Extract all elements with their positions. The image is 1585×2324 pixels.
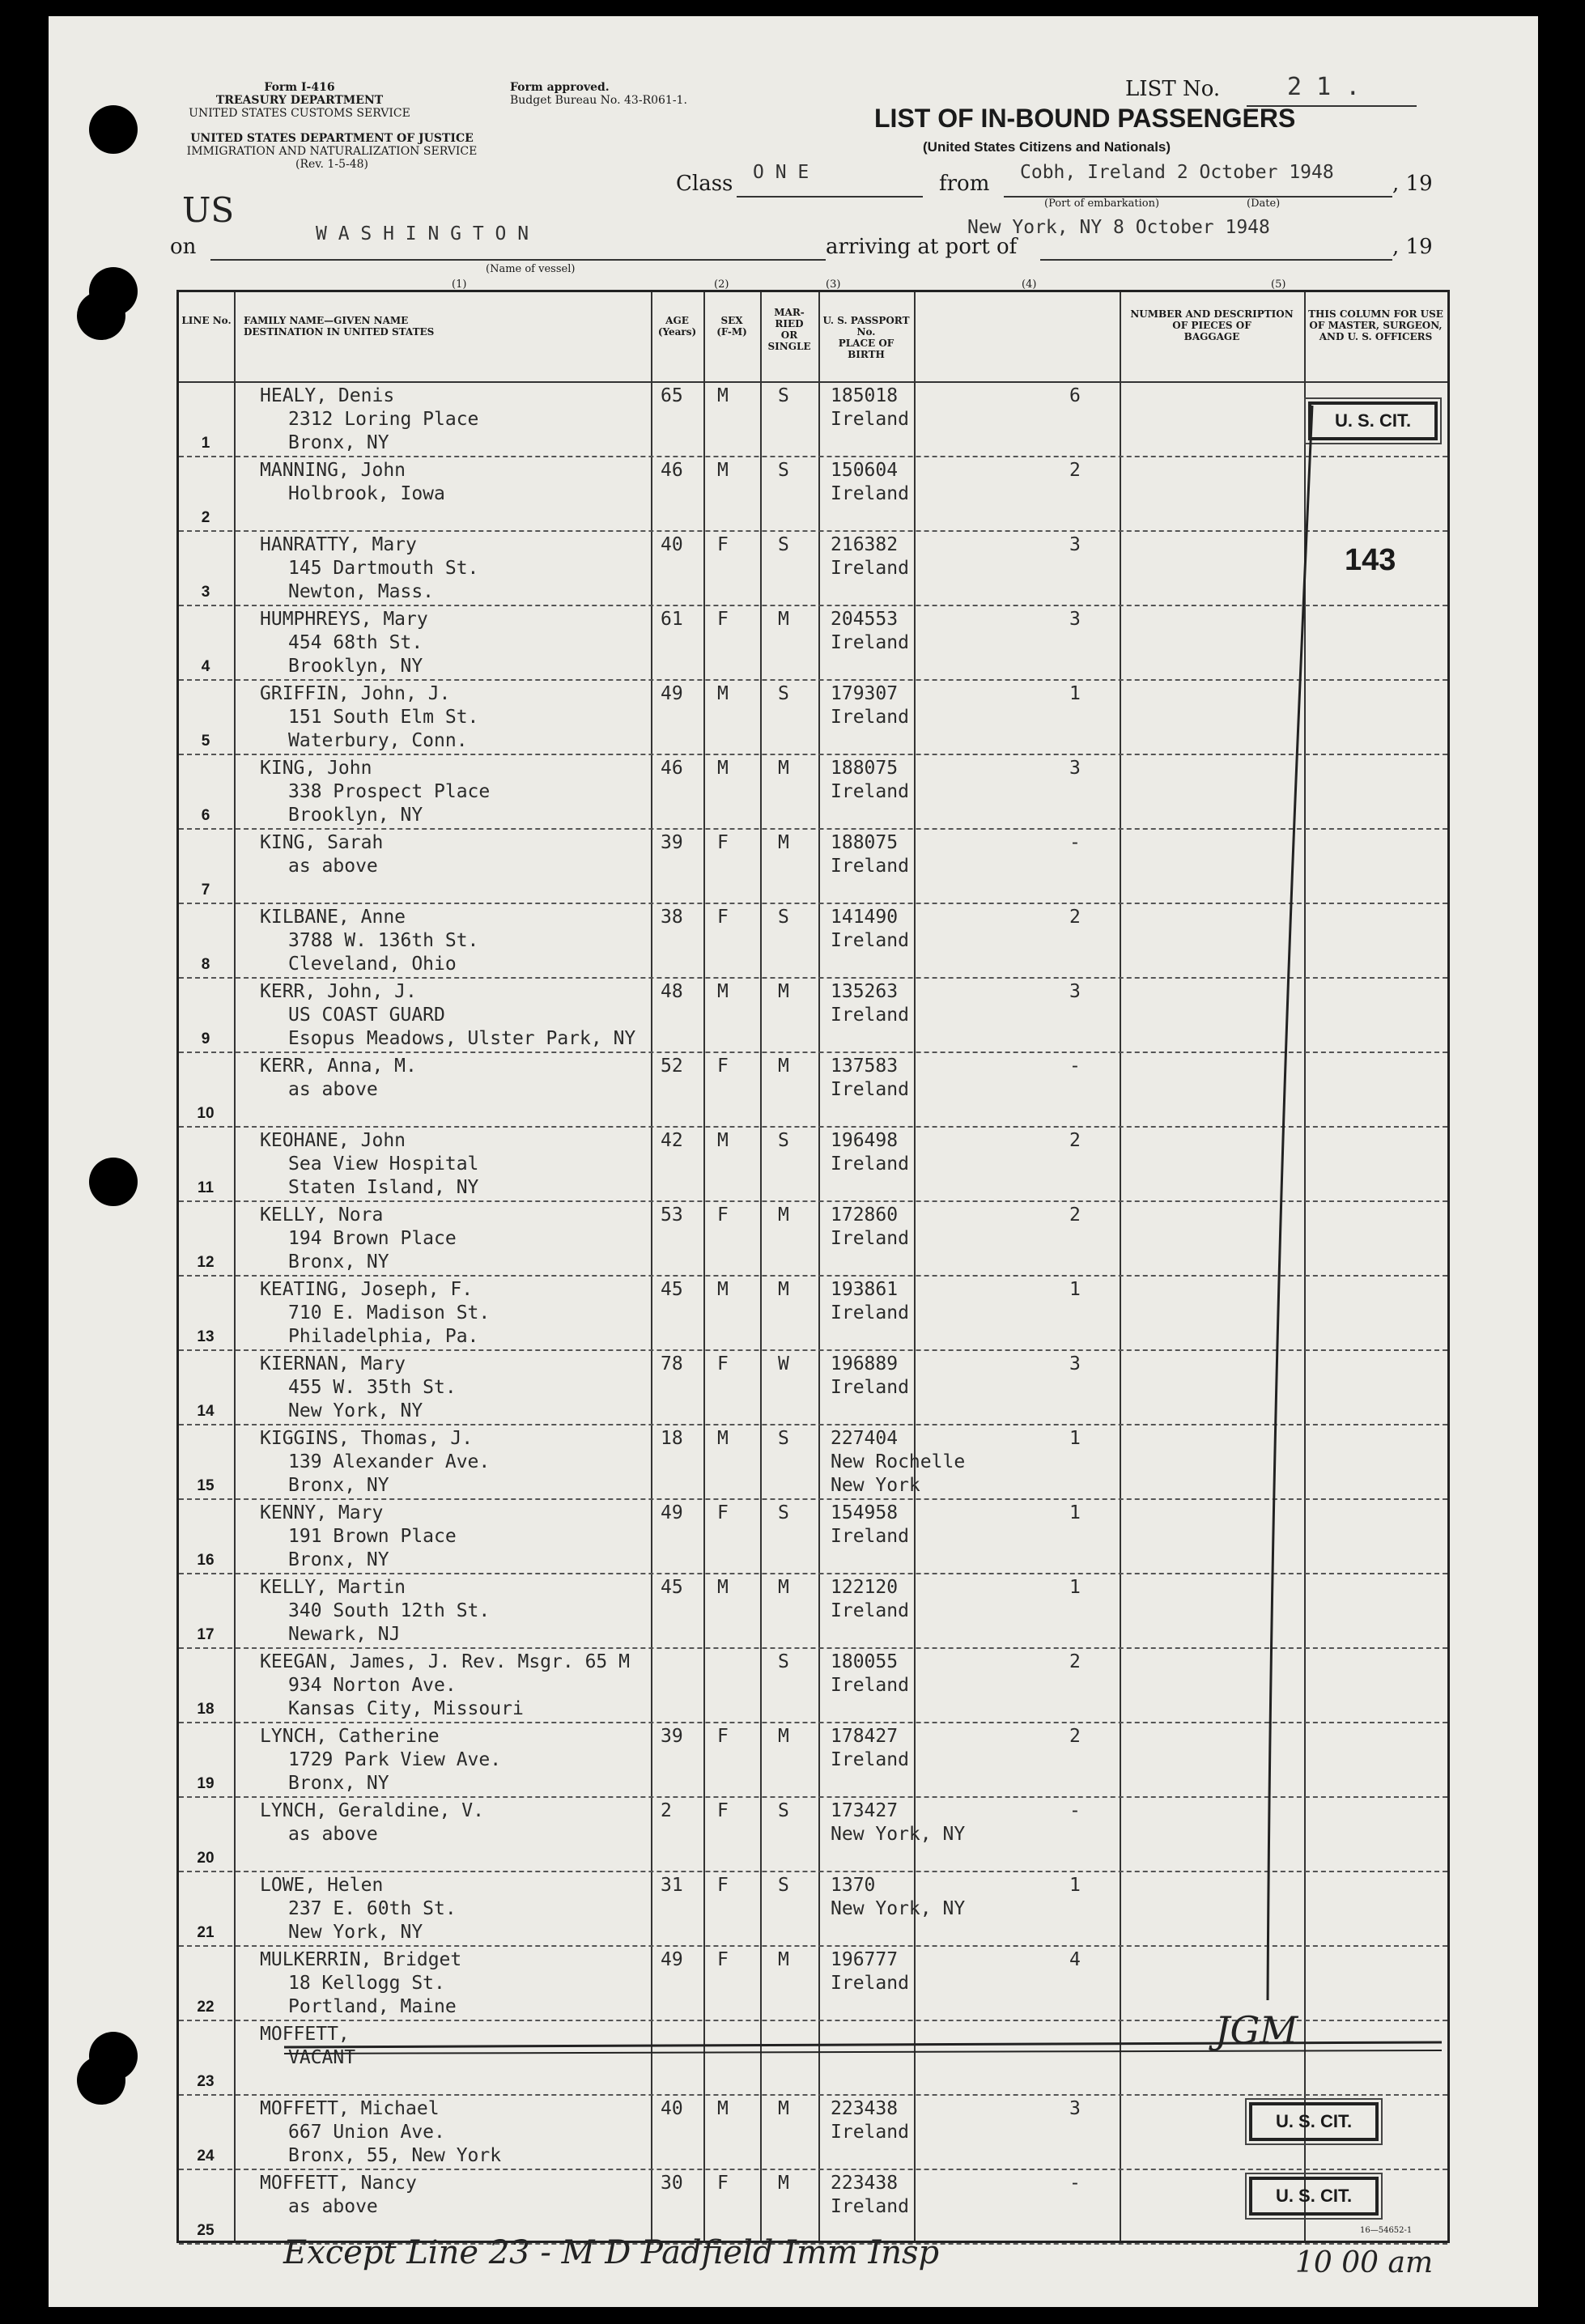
destination-line-1: as above xyxy=(288,1824,378,1845)
passport-number: 193861 xyxy=(831,1279,899,1300)
line-number: 17 xyxy=(197,1626,215,1643)
place-of-birth: Ireland xyxy=(831,1228,909,1249)
destination-line-1: as above xyxy=(288,856,378,877)
marital-status: S xyxy=(778,1875,789,1896)
sex: F xyxy=(717,609,729,630)
baggage-count: 1 xyxy=(1069,683,1081,704)
baggage-count: 3 xyxy=(1069,1353,1081,1374)
passenger-name: KERR, Anna, M. xyxy=(260,1056,417,1077)
destination-line-2: New York, NY xyxy=(288,1922,423,1943)
marital-status: M xyxy=(778,1577,789,1598)
passport-number: 223438 xyxy=(831,2098,899,2119)
passport-number: 196498 xyxy=(831,1130,899,1151)
destination-line-1: as above xyxy=(288,1079,378,1100)
place-of-birth: Ireland xyxy=(831,2122,909,2143)
place-of-birth: New York, NY xyxy=(831,1824,966,1845)
year-suffix-1: , 19 xyxy=(1392,172,1433,196)
age: 45 xyxy=(661,1279,683,1300)
age: 39 xyxy=(661,832,683,853)
colnum-5: (5) xyxy=(1271,278,1286,291)
class-value: O N E xyxy=(753,162,809,183)
line-number: 11 xyxy=(197,1179,215,1196)
passport-number: 185018 xyxy=(831,385,899,406)
from-value: Cobh, Ireland 2 October 1948 xyxy=(1020,162,1334,183)
sex: F xyxy=(717,1875,729,1896)
line-number: 3 xyxy=(201,584,210,601)
passenger-name: KEEGAN, James, J. Rev. Msgr. 65 M xyxy=(260,1651,630,1672)
line-number: 1 xyxy=(201,435,210,452)
passenger-name: GRIFFIN, John, J. xyxy=(260,683,451,704)
baggage-count: 3 xyxy=(1069,534,1081,555)
destination-line-1: 667 Union Ave. xyxy=(288,2122,445,2143)
on-label: on xyxy=(170,235,197,259)
sex: F xyxy=(717,907,729,928)
col-baggage: NUMBER AND DESCRIPTION OF PIECES OF BAGGAGE xyxy=(1130,308,1294,342)
marital-status: W xyxy=(778,1353,789,1374)
destination-line-1: US COAST GUARD xyxy=(288,1005,445,1026)
marital-status: S xyxy=(778,683,789,704)
sex: M xyxy=(717,385,729,406)
place-of-birth: Ireland xyxy=(831,483,909,504)
place-of-birth: Ireland xyxy=(831,1079,909,1100)
us-cit-stamp: U. S. CIT. xyxy=(1308,401,1438,440)
passenger-name: MOFFETT, Nancy xyxy=(260,2173,417,2194)
col-married: MAR- RIED OR SINGLE xyxy=(767,307,811,352)
marital-status: M xyxy=(778,1056,789,1077)
line-number: 16 xyxy=(197,1552,215,1569)
sex: F xyxy=(717,1204,729,1226)
binder-hole xyxy=(89,1158,138,1206)
arrival-value: New York, NY 8 October 1948 xyxy=(967,217,1270,238)
line-number: 15 xyxy=(197,1477,215,1494)
customs-service: UNITED STATES CUSTOMS SERVICE xyxy=(189,107,410,120)
destination-line-2: Staten Island, NY xyxy=(288,1177,479,1198)
sex: F xyxy=(717,1949,729,1970)
destination-line-1: as above xyxy=(288,2196,378,2217)
destination-line-1: 454 68th St. xyxy=(288,632,423,653)
line-number: 8 xyxy=(201,956,210,973)
passenger-name: HANRATTY, Mary xyxy=(260,534,417,555)
line-number: 13 xyxy=(197,1328,215,1345)
list-no-value: 2 1 . xyxy=(1287,73,1361,101)
ins-service: IMMIGRATION AND NATURALIZATION SERVICE xyxy=(186,145,478,158)
passport-number: 150604 xyxy=(831,460,899,481)
inspector-note: Except Line 23 - M D Padfield Imm Insp xyxy=(283,2234,940,2271)
colnum-1: (1) xyxy=(452,278,467,291)
binder-hole xyxy=(77,291,125,340)
justice-dept: UNITED STATES DEPARTMENT OF JUSTICE xyxy=(190,132,474,145)
baggage-count: - xyxy=(1069,1056,1081,1077)
document-title: LIST OF IN-BOUND PASSENGERS xyxy=(874,104,1296,133)
sex: M xyxy=(717,1577,729,1598)
place-of-birth: Ireland xyxy=(831,1675,909,1696)
line-number: 12 xyxy=(197,1254,215,1271)
handwritten-us: US xyxy=(182,190,235,230)
baggage-count: 4 xyxy=(1069,1949,1081,1970)
baggage-count: 2 xyxy=(1069,1204,1081,1226)
passport-number: 216382 xyxy=(831,534,899,555)
line-number: 4 xyxy=(201,658,210,675)
destination-line-1: 139 Alexander Ave. xyxy=(288,1451,491,1472)
destination-line-1: VACANT xyxy=(288,2047,356,2068)
destination-line-1: 934 Norton Ave. xyxy=(288,1675,457,1696)
place-of-birth: Ireland xyxy=(831,1005,909,1026)
passenger-name: HUMPHREYS, Mary xyxy=(260,609,428,630)
marital-status: M xyxy=(778,981,789,1002)
place-of-birth: New York, NY xyxy=(831,1898,966,1919)
document-subtitle: (United States Citizens and Nationals) xyxy=(923,139,1171,155)
destination-line-2: Brooklyn, NY xyxy=(288,656,423,677)
baggage-count: 2 xyxy=(1069,907,1081,928)
destination-line-2: Brooklyn, NY xyxy=(288,805,423,826)
place-of-birth: Ireland xyxy=(831,1749,909,1770)
vessel-name: W A S H I N G T O N xyxy=(316,223,529,244)
marital-status: M xyxy=(778,1726,789,1747)
baggage-count: 3 xyxy=(1069,2098,1081,2119)
line-number: 5 xyxy=(201,733,210,750)
line-number: 14 xyxy=(197,1403,215,1420)
arriving-label: arriving at port of xyxy=(826,235,1018,259)
passport-number: 178427 xyxy=(831,1726,899,1747)
baggage-count: - xyxy=(1069,2173,1081,2194)
marital-status: M xyxy=(778,1949,789,1970)
place-of-birth: Ireland xyxy=(831,558,909,579)
passport-number: 122120 xyxy=(831,1577,899,1598)
destination-line-2: Cleveland, Ohio xyxy=(288,954,457,975)
col-officers: THIS COLUMN FOR USE OF MASTER, SURGEON, AND U. S. OFFICERS xyxy=(1308,308,1443,342)
age: 39 xyxy=(661,1726,683,1747)
age: 49 xyxy=(661,1949,683,1970)
sex: M xyxy=(717,981,729,1002)
baggage-count: 2 xyxy=(1069,460,1081,481)
destination-line-1: 151 South Elm St. xyxy=(288,707,479,728)
destination-line-2: Newark, NJ xyxy=(288,1624,401,1645)
age: 31 xyxy=(661,1875,683,1896)
destination-line-1: Holbrook, Iowa xyxy=(288,483,445,504)
sex: M xyxy=(717,2098,729,2119)
destination-line-1: 18 Kellogg St. xyxy=(288,1973,445,1994)
destination-line-2: Newton, Mass. xyxy=(288,581,435,602)
destination-line-2: Bronx, NY xyxy=(288,1251,389,1272)
destination-line-1: 194 Brown Place xyxy=(288,1228,457,1249)
passenger-name: KELLY, Nora xyxy=(260,1204,384,1226)
passport-number: 179307 xyxy=(831,683,899,704)
age: 46 xyxy=(661,758,683,779)
baggage-count: 3 xyxy=(1069,609,1081,630)
line-number: 24 xyxy=(197,2148,215,2165)
place-of-birth: Ireland xyxy=(831,1973,909,1994)
binder-hole xyxy=(89,105,138,154)
marital-status: S xyxy=(778,1800,789,1821)
form-approved: Form approved. xyxy=(510,81,610,94)
pen-marks xyxy=(179,292,1447,2241)
passenger-name: KIGGINS, Thomas, J. xyxy=(260,1428,474,1449)
baggage-count: 1 xyxy=(1069,1502,1081,1523)
place-of-birth-2: New York xyxy=(831,1475,920,1496)
destination-line-2: New York, NY xyxy=(288,1400,423,1421)
destination-line-1: 338 Prospect Place xyxy=(288,781,491,802)
place-of-birth: Ireland xyxy=(831,930,909,951)
form-agency-block xyxy=(162,81,437,120)
place-of-birth: Ireland xyxy=(831,781,909,802)
sex: F xyxy=(717,832,729,853)
destination-line-1: 2312 Loring Place xyxy=(288,409,479,430)
destination-line-1: 191 Brown Place xyxy=(288,1526,457,1547)
marital-status: M xyxy=(778,758,789,779)
age: 2 xyxy=(661,1800,672,1821)
baggage-count: 2 xyxy=(1069,1130,1081,1151)
age: 65 xyxy=(661,385,683,406)
baggage-count: 1 xyxy=(1069,1875,1081,1896)
passport-number: 141490 xyxy=(831,907,899,928)
justice-block xyxy=(162,132,502,171)
place-of-birth: Ireland xyxy=(831,409,909,430)
sex: M xyxy=(717,758,729,779)
baggage-count: 3 xyxy=(1069,758,1081,779)
marital-status: S xyxy=(778,1502,789,1523)
passenger-name: MANNING, John xyxy=(260,460,406,481)
passport-number: 223438 xyxy=(831,2173,899,2194)
destination-line-1: 455 W. 35th St. xyxy=(288,1377,457,1398)
passenger-table xyxy=(176,290,1450,2243)
inspector-time: 10 00 am xyxy=(1295,2246,1434,2279)
passport-number: 196889 xyxy=(831,1353,899,1374)
marital-status: M xyxy=(778,832,789,853)
baggage-count: - xyxy=(1069,1800,1081,1821)
col-name: FAMILY NAME—GIVEN NAME DESTINATION IN UNITED STATES xyxy=(244,315,435,338)
destination-line-1: 3788 W. 136th St. xyxy=(288,930,479,951)
line-number: 25 xyxy=(197,2222,215,2239)
form-code: 16—54652-1 xyxy=(1360,2226,1413,2235)
approval-block xyxy=(510,81,687,107)
manifest-page xyxy=(49,16,1538,2307)
destination-line-1: 145 Dartmouth St. xyxy=(288,558,479,579)
passport-number: 137583 xyxy=(831,1056,899,1077)
passport-number: 227404 xyxy=(831,1428,899,1449)
baggage-count: 2 xyxy=(1069,1726,1081,1747)
age: 38 xyxy=(661,907,683,928)
line-number: 21 xyxy=(197,1924,215,1941)
age: 40 xyxy=(661,2098,683,2119)
from-label: from xyxy=(939,172,990,196)
baggage-count: 1 xyxy=(1069,1577,1081,1598)
age: 78 xyxy=(661,1353,683,1374)
age: 48 xyxy=(661,981,683,1002)
destination-line-2: Esopus Meadows, Ulster Park, NY xyxy=(288,1028,636,1049)
passenger-name: HEALY, Denis xyxy=(260,385,395,406)
passport-number: 154958 xyxy=(831,1502,899,1523)
colnum-3: (3) xyxy=(826,278,841,291)
form-id: Form I-416 xyxy=(264,81,335,94)
budget-bureau: Budget Bureau No. 43-R061-1. xyxy=(510,94,687,107)
passenger-name: KEATING, Joseph, F. xyxy=(260,1279,474,1300)
list-no-label: LIST No. xyxy=(1125,77,1221,101)
destination-line-2: Bronx, NY xyxy=(288,1475,389,1496)
baggage-count: 1 xyxy=(1069,1428,1081,1449)
passenger-name: KEOHANE, John xyxy=(260,1130,406,1151)
passenger-name: KING, John xyxy=(260,758,372,779)
col-passport: U. S. PASSPORT No. PLACE OF BIRTH xyxy=(822,315,910,360)
col-age: AGE (Years) xyxy=(657,315,697,338)
age: 53 xyxy=(661,1204,683,1226)
marital-status: M xyxy=(778,2098,789,2119)
officer-initials: JGM xyxy=(1215,2008,1298,2052)
destination-line-1: 1729 Park View Ave. xyxy=(288,1749,502,1770)
col-line-no: LINE No. xyxy=(181,315,232,326)
age: 30 xyxy=(661,2173,683,2194)
baggage-count: 6 xyxy=(1069,385,1081,406)
sex: F xyxy=(717,1800,729,1821)
destination-line-2: Philadelphia, Pa. xyxy=(288,1326,479,1347)
place-of-birth: Ireland xyxy=(831,856,909,877)
line-number: 19 xyxy=(197,1775,215,1792)
passenger-name: MULKERRIN, Bridget xyxy=(260,1949,462,1970)
destination-line-2: Bronx, NY xyxy=(288,1773,389,1794)
age: 61 xyxy=(661,609,683,630)
place-of-birth: Ireland xyxy=(831,1526,909,1547)
passenger-name: KERR, John, J. xyxy=(260,981,417,1002)
treasury-dept: TREASURY DEPARTMENT xyxy=(215,94,384,107)
sex: M xyxy=(717,1279,729,1300)
line-number: 6 xyxy=(201,807,210,824)
line-number: 2 xyxy=(201,509,210,526)
passenger-name: MOFFETT, xyxy=(260,2024,350,2045)
destination-line-1: 340 South 12th St. xyxy=(288,1600,491,1621)
passport-number: 188075 xyxy=(831,758,899,779)
marital-status: S xyxy=(778,460,789,481)
destination-line-2: Portland, Maine xyxy=(288,1996,457,2017)
age: 42 xyxy=(661,1130,683,1151)
place-of-birth: Ireland xyxy=(831,2196,909,2217)
passport-number: 172860 xyxy=(831,1204,899,1226)
sex: F xyxy=(717,1502,729,1523)
line-number: 10 xyxy=(197,1105,215,1122)
class-label: Class xyxy=(676,172,733,196)
passenger-name: KIERNAN, Mary xyxy=(260,1353,406,1374)
passport-number: 204553 xyxy=(831,609,899,630)
line-number: 18 xyxy=(197,1701,215,1718)
colnum-4: (4) xyxy=(1022,278,1037,291)
passport-number: 173427 xyxy=(831,1800,899,1821)
age: 49 xyxy=(661,683,683,704)
destination-line-2: Bronx, 55, New York xyxy=(288,2145,502,2166)
line-number: 9 xyxy=(201,1030,210,1047)
line-number: 23 xyxy=(197,2073,215,2090)
sex: F xyxy=(717,1056,729,1077)
destination-line-2: Kansas City, Missouri xyxy=(288,1698,524,1719)
marital-status: M xyxy=(778,1279,789,1300)
age: 46 xyxy=(661,460,683,481)
revision: (Rev. 1-5-48) xyxy=(295,158,368,171)
age: 18 xyxy=(661,1428,683,1449)
passenger-name: KENNY, Mary xyxy=(260,1502,384,1523)
destination-line-2: Bronx, NY xyxy=(288,432,389,453)
destination-line-1: 237 E. 60th St. xyxy=(288,1898,457,1919)
age: 52 xyxy=(661,1056,683,1077)
baggage-count: - xyxy=(1069,832,1081,853)
year-suffix-2: , 19 xyxy=(1392,235,1433,259)
passport-number: 196777 xyxy=(831,1949,899,1970)
passport-number: 188075 xyxy=(831,832,899,853)
marital-status: S xyxy=(778,534,789,555)
line-number: 7 xyxy=(201,882,210,899)
place-of-birth: Ireland xyxy=(831,1302,909,1323)
marital-status: S xyxy=(778,385,789,406)
us-cit-stamp-25: U. S. CIT. xyxy=(1249,2177,1379,2216)
line-number: 22 xyxy=(197,1999,215,2016)
passport-number: 1370 xyxy=(831,1875,876,1896)
age: 49 xyxy=(661,1502,683,1523)
destination-line-1: 710 E. Madison St. xyxy=(288,1302,491,1323)
passenger-name: LOWE, Helen xyxy=(260,1875,384,1896)
age: 45 xyxy=(661,1577,683,1598)
destination-line-2: Bronx, NY xyxy=(288,1549,389,1570)
baggage-count: 1 xyxy=(1069,1279,1081,1300)
marital-status: S xyxy=(778,1428,789,1449)
place-of-birth: Ireland xyxy=(831,1377,909,1398)
passenger-name: KILBANE, Anne xyxy=(260,907,406,928)
sex: M xyxy=(717,1428,729,1449)
passport-number: 135263 xyxy=(831,981,899,1002)
sex: F xyxy=(717,2173,729,2194)
colnum-2: (2) xyxy=(714,278,729,291)
sex: M xyxy=(717,460,729,481)
binder-hole xyxy=(77,2056,125,2105)
sex: F xyxy=(717,1726,729,1747)
marital-status: M xyxy=(778,609,789,630)
marital-status: M xyxy=(778,2173,789,2194)
age: 40 xyxy=(661,534,683,555)
line-number: 20 xyxy=(197,1850,215,1867)
destination-line-1: Sea View Hospital xyxy=(288,1154,479,1175)
marital-status: S xyxy=(778,1130,789,1151)
place-of-birth: Ireland xyxy=(831,1154,909,1175)
passenger-name: KELLY, Martin xyxy=(260,1577,406,1598)
place-of-birth: Ireland xyxy=(831,707,909,728)
passenger-name: KING, Sarah xyxy=(260,832,384,853)
marital-status: S xyxy=(778,1651,789,1672)
col-sex: SEX (F-M) xyxy=(716,315,747,338)
marital-status: S xyxy=(778,907,789,928)
sex: M xyxy=(717,1130,729,1151)
us-cit-stamp-24: U. S. CIT. xyxy=(1249,2102,1379,2141)
passenger-name: MOFFETT, Michael xyxy=(260,2098,440,2119)
vessel-label: (Name of vessel) xyxy=(486,263,576,275)
destination-line-2: Waterbury, Conn. xyxy=(288,730,468,751)
passport-number: 180055 xyxy=(831,1651,899,1672)
passenger-name: LYNCH, Catherine xyxy=(260,1726,440,1747)
place-of-birth: Ireland xyxy=(831,632,909,653)
passenger-name: LYNCH, Geraldine, V. xyxy=(260,1800,484,1821)
baggage-count: 3 xyxy=(1069,981,1081,1002)
place-of-birth: New Rochelle xyxy=(831,1451,966,1472)
sex: F xyxy=(717,1353,729,1374)
sex: M xyxy=(717,683,729,704)
port-embark-label: (Port of embarkation) xyxy=(1044,198,1160,210)
date-label: (Date) xyxy=(1247,198,1281,210)
baggage-count: 2 xyxy=(1069,1651,1081,1672)
passenger-count: 143 xyxy=(1345,543,1396,577)
place-of-birth: Ireland xyxy=(831,1600,909,1621)
marital-status: M xyxy=(778,1204,789,1226)
sex: F xyxy=(717,534,729,555)
